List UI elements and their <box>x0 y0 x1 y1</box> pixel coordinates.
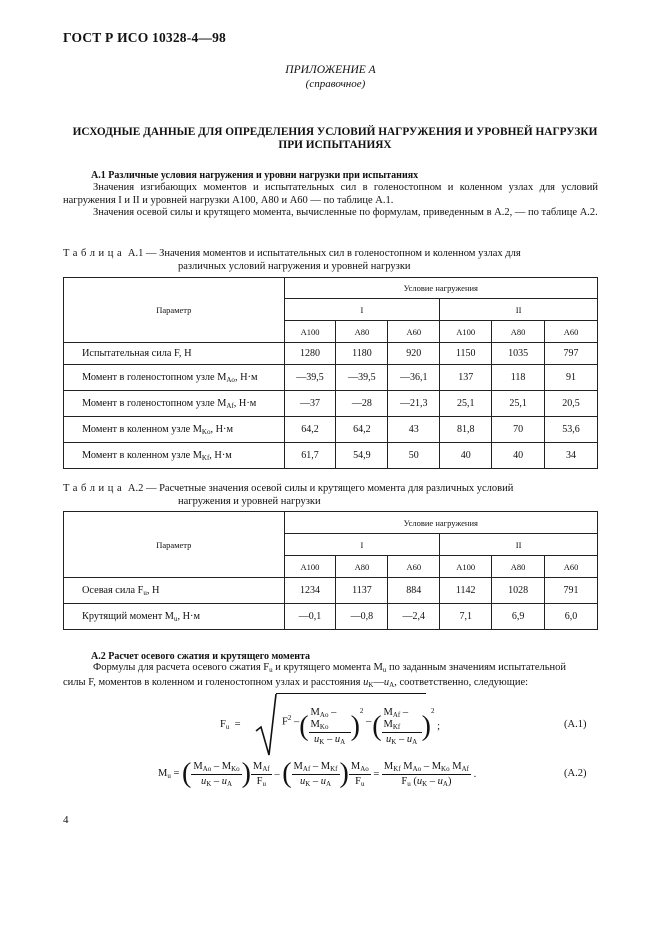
table2-group-1: I <box>284 534 440 556</box>
table-cell: 884 <box>388 578 440 604</box>
table2-param-header: Параметр <box>64 512 285 578</box>
table2 <box>63 511 598 630</box>
table-row <box>64 365 598 391</box>
table2-condition-header: Условие нагружения <box>284 512 597 534</box>
table-cell: 70 <box>492 417 545 443</box>
table-cell: —39,5 <box>284 365 336 391</box>
table-cell: 61,7 <box>284 443 336 469</box>
table-cell: 7,1 <box>440 604 492 630</box>
table1-caption-text: А.1 — Значения моментов и испытательных сил в голеностопном и коленном узлах для <box>127 248 521 259</box>
table2-level: А60 <box>545 556 598 578</box>
table-cell: 920 <box>388 343 440 365</box>
table-cell: 6,0 <box>545 604 598 630</box>
table-cell: 25,1 <box>440 391 492 417</box>
table-row <box>64 443 598 469</box>
table-cell: 1180 <box>336 343 388 365</box>
table-row <box>64 343 598 365</box>
section-a1-para2: Значения осевой силы и крутящего момента, вычисленные по формулам, приведенным в А.2, — по таблице А.2. <box>93 207 598 218</box>
table-cell: 91 <box>545 365 598 391</box>
table-cell: —28 <box>336 391 388 417</box>
section-a1-text <box>63 182 598 220</box>
section-a1-heading: А.1 Различные условия нагружения и уровни нагрузки при испытаниях <box>91 170 419 181</box>
table-cell: —36,1 <box>388 365 440 391</box>
table-cell: 40 <box>440 443 492 469</box>
table-cell: 1150 <box>440 343 492 365</box>
table-cell: 1028 <box>492 578 545 604</box>
table-cell: 34 <box>545 443 598 469</box>
equation-a2-number: (А.2) <box>564 768 587 779</box>
table1-level: А100 <box>440 321 492 343</box>
table-cell: —39,5 <box>336 365 388 391</box>
table2-level: А80 <box>492 556 545 578</box>
table1-group-2: II <box>440 299 598 321</box>
table-cell: 1137 <box>336 578 388 604</box>
table-cell: 54,9 <box>336 443 388 469</box>
table2-level: А100 <box>284 556 336 578</box>
table2-caption <box>63 483 603 508</box>
row-label: Испытательная сила F, Н <box>64 343 285 365</box>
table2-level: А60 <box>388 556 440 578</box>
equation-a2: $M_u$ = ( $\frac{M_{Ao} - M_{Ko}}{u_K - u_A}$ ) $\frac{M_{Af}}{F_u}$ – ( $\frac{M_{Af} - M_{Kf}}{u_K - u_A}$ ) $\frac{M_{Ao}}{F_u}$ = $\frac{M_{Kf} M_{Ao} - M_{Ko} M_{Af}}{F_u (u_K - u_A)}$ . <box>158 758 477 789</box>
main-title-line2: ПРИ ИСПЫТАНИЯХ <box>278 139 392 151</box>
appendix-title: ПРИЛОЖЕНИЕ А <box>285 64 376 76</box>
table-row <box>64 417 598 443</box>
table-cell: 1035 <box>492 343 545 365</box>
table-cell: 50 <box>388 443 440 469</box>
table-row <box>64 578 598 604</box>
table2-caption-line2: нагружения и уровней нагрузки <box>178 495 321 507</box>
sqrt-sign-icon <box>254 693 278 757</box>
table1-caption-label: Таблица <box>63 248 126 259</box>
main-title <box>70 126 600 152</box>
table-row <box>64 391 598 417</box>
table1-caption-line2: различных условий нагружения и уровней нагрузки <box>178 260 411 272</box>
row-label: Крутящий момент $M_u$, Н·м <box>64 604 285 630</box>
table1-group-1: I <box>284 299 440 321</box>
table-cell: 797 <box>545 343 598 365</box>
equation-a1: $F_u$ = $F^2$ – ( $\frac{M_{Ao} - M_{Ko}}{u_K - u_A}$ ) $^2$ – ( $\frac{M_{Af} - M_{Kf}}{u_K - u_A}$ ) $^2$ ; <box>220 693 440 757</box>
table1-level: А60 <box>545 321 598 343</box>
row-label: Момент в голеностопном узле $M_{Af}$, Н·м <box>64 391 285 417</box>
row-label: Момент в голеностопном узле $M_{Ao}$, Н·м <box>64 365 285 391</box>
row-label: Момент в коленном узле $M_{Kf}$, Н·м <box>64 443 285 469</box>
table-cell: 64,2 <box>336 417 388 443</box>
table1-level: А80 <box>492 321 545 343</box>
table2-caption-text: А.2 — Расчетные значения осевой силы и крутящего момента для различных условий <box>127 483 514 494</box>
table-cell: —0,8 <box>336 604 388 630</box>
table1-level: А100 <box>284 321 336 343</box>
table1-level: А60 <box>388 321 440 343</box>
appendix-subtitle: (справочное) <box>305 78 366 90</box>
table-cell: —21,3 <box>388 391 440 417</box>
table-cell: 6,9 <box>492 604 545 630</box>
table2-level: А100 <box>440 556 492 578</box>
table-cell: 64,2 <box>284 417 336 443</box>
table-cell: —2,4 <box>388 604 440 630</box>
table-cell: 118 <box>492 365 545 391</box>
table-cell: 1234 <box>284 578 336 604</box>
document-id: ГОСТ Р ИСО 10328-4—98 <box>63 30 226 45</box>
table-cell: 1142 <box>440 578 492 604</box>
table-cell: —37 <box>284 391 336 417</box>
table-cell: 25,1 <box>492 391 545 417</box>
table1-param-header: Параметр <box>64 278 285 343</box>
table-cell: 1280 <box>284 343 336 365</box>
main-title-line1: ИСХОДНЫЕ ДАННЫЕ ДЛЯ ОПРЕДЕЛЕНИЯ УСЛОВИЙ НАГРУЖЕНИЯ И УРОВНЕЙ НАГРУЗКИ <box>72 126 598 138</box>
table2-level: А80 <box>336 556 388 578</box>
table-cell: 20,5 <box>545 391 598 417</box>
table-cell: 43 <box>388 417 440 443</box>
row-label: Осевая сила $F_u$, Н <box>64 578 285 604</box>
table1-condition-header: Условие нагружения <box>284 278 597 299</box>
table2-group-2: II <box>440 534 598 556</box>
section-a2-heading: А.2 Расчет осевого сжатия и крутящего момента <box>91 651 311 662</box>
table2-caption-label: Таблица <box>63 483 126 494</box>
page-number: 4 <box>63 814 69 826</box>
table-row <box>64 604 598 630</box>
table-cell: 791 <box>545 578 598 604</box>
table1-caption <box>63 248 603 273</box>
table-cell: 81,8 <box>440 417 492 443</box>
table-cell: 137 <box>440 365 492 391</box>
equation-a1-number: (А.1) <box>564 719 587 730</box>
table-cell: —0,1 <box>284 604 336 630</box>
section-a2-text: Формулы для расчета осевого сжатия $F_u$ и крутящего момента $M_u$ по заданным значениям испытательной силы F, моментов в коленном и голеностопном узлах и расстояния $u_K—u_A$, соответственно, следующие: <box>63 662 567 689</box>
table-cell: 53,6 <box>545 417 598 443</box>
row-label: Момент в коленном узле $M_{Ko}$, Н·м <box>64 417 285 443</box>
table-cell: 40 <box>492 443 545 469</box>
table1-level: А80 <box>336 321 388 343</box>
table1 <box>63 277 598 469</box>
section-a1-para1: Значения изгибающих моментов и испытательных сил в голеностопном и коленном узлах для условий нагружения I и II и уровней нагрузки А100, А80 и А60 — по таблице А.1. <box>63 182 598 206</box>
